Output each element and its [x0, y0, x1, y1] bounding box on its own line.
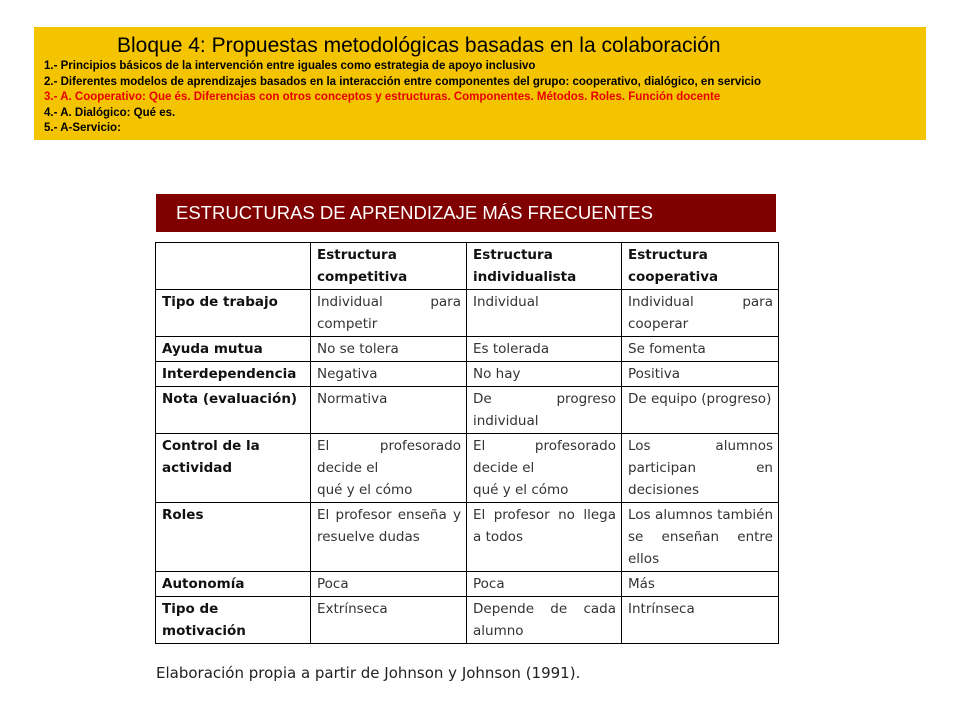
- table-cell: Intrínseca: [622, 597, 779, 644]
- table-cell: Individual para competir: [311, 290, 467, 337]
- table-cell: Los alumnos también se enseñan entre ellos: [622, 503, 779, 572]
- row-label: Tipo de motivación: [156, 597, 311, 644]
- table-cell: No hay: [467, 362, 622, 387]
- table-cell: De equipo (progreso): [622, 387, 779, 434]
- table-cell: El profesorado decide el qué y el cómo: [467, 434, 622, 503]
- table-cell: Positiva: [622, 362, 779, 387]
- table-cell: Poca: [467, 572, 622, 597]
- table-header-row: [156, 243, 779, 290]
- table-cell: El profesor no llega a todos: [467, 503, 622, 572]
- table-cell: Es tolerada: [467, 337, 622, 362]
- header-item-3-active: 3.- A. Cooperativo: Que és. Diferencias con otros conceptos y estructuras. Componentes. Métodos. Roles. Función docente: [44, 91, 721, 103]
- table-row: [156, 434, 779, 503]
- table-cell: De progreso individual: [467, 387, 622, 434]
- table-cell: El profesor enseña y resuelve dudas: [311, 503, 467, 572]
- table-row: [156, 387, 779, 434]
- header-item-1: 1.- Principios básicos de la intervención entre iguales como estrategia de apoyo inclusivo: [44, 60, 536, 72]
- table-cell: Negativa: [311, 362, 467, 387]
- table-cell: El profesorado decide el qué y el cómo: [311, 434, 467, 503]
- source-caption: Elaboración propia a partir de Johnson y Johnson (1991).: [156, 664, 581, 682]
- table-row: [156, 597, 779, 644]
- row-label: Roles: [156, 503, 311, 572]
- table-cell: Se fomenta: [622, 337, 779, 362]
- section-banner: ESTRUCTURAS DE APRENDIZAJE MÁS FRECUENTES: [156, 194, 776, 232]
- row-label: Ayuda mutua: [156, 337, 311, 362]
- row-label: Tipo de trabajo: [156, 290, 311, 337]
- row-label: Interdependencia: [156, 362, 311, 387]
- row-label: Control de la actividad: [156, 434, 311, 503]
- table-row: [156, 290, 779, 337]
- table-cell: Extrínseca: [311, 597, 467, 644]
- table-cell: Individual para cooperar: [622, 290, 779, 337]
- learning-structures-table: [155, 242, 779, 644]
- header-item-5: 5.- A-Servicio:: [44, 122, 121, 134]
- table-cell: No se tolera: [311, 337, 467, 362]
- table-cell: Depende de cada alumno: [467, 597, 622, 644]
- table-row: [156, 572, 779, 597]
- header-panel: [34, 27, 926, 140]
- slide-title: Bloque 4: Propuestas metodológicas basadas en la colaboración: [117, 34, 721, 57]
- header-item-4: 4.- A. Dialógico: Qué es.: [44, 106, 176, 119]
- table-corner-cell: [156, 243, 311, 290]
- table-row: [156, 337, 779, 362]
- column-header-individualista: Estructura individualista: [467, 243, 622, 290]
- table-cell: Los alumnos participan en decisiones: [622, 434, 779, 503]
- table-cell: Normativa: [311, 387, 467, 434]
- table-cell: Poca: [311, 572, 467, 597]
- table-cell: Individual: [467, 290, 622, 337]
- table-row: [156, 362, 779, 387]
- row-label: Nota (evaluación): [156, 387, 311, 434]
- header-item-2: 2.- Diferentes modelos de aprendizajes basados en la interacción entre componentes del grupo: cooperativo, dialógico, en servicio: [44, 75, 762, 88]
- row-label: Autonomía: [156, 572, 311, 597]
- column-header-competitiva: Estructura competitiva: [311, 243, 467, 290]
- table-cell: Más: [622, 572, 779, 597]
- table-row: [156, 503, 779, 572]
- column-header-cooperativa: Estructura cooperativa: [622, 243, 779, 290]
